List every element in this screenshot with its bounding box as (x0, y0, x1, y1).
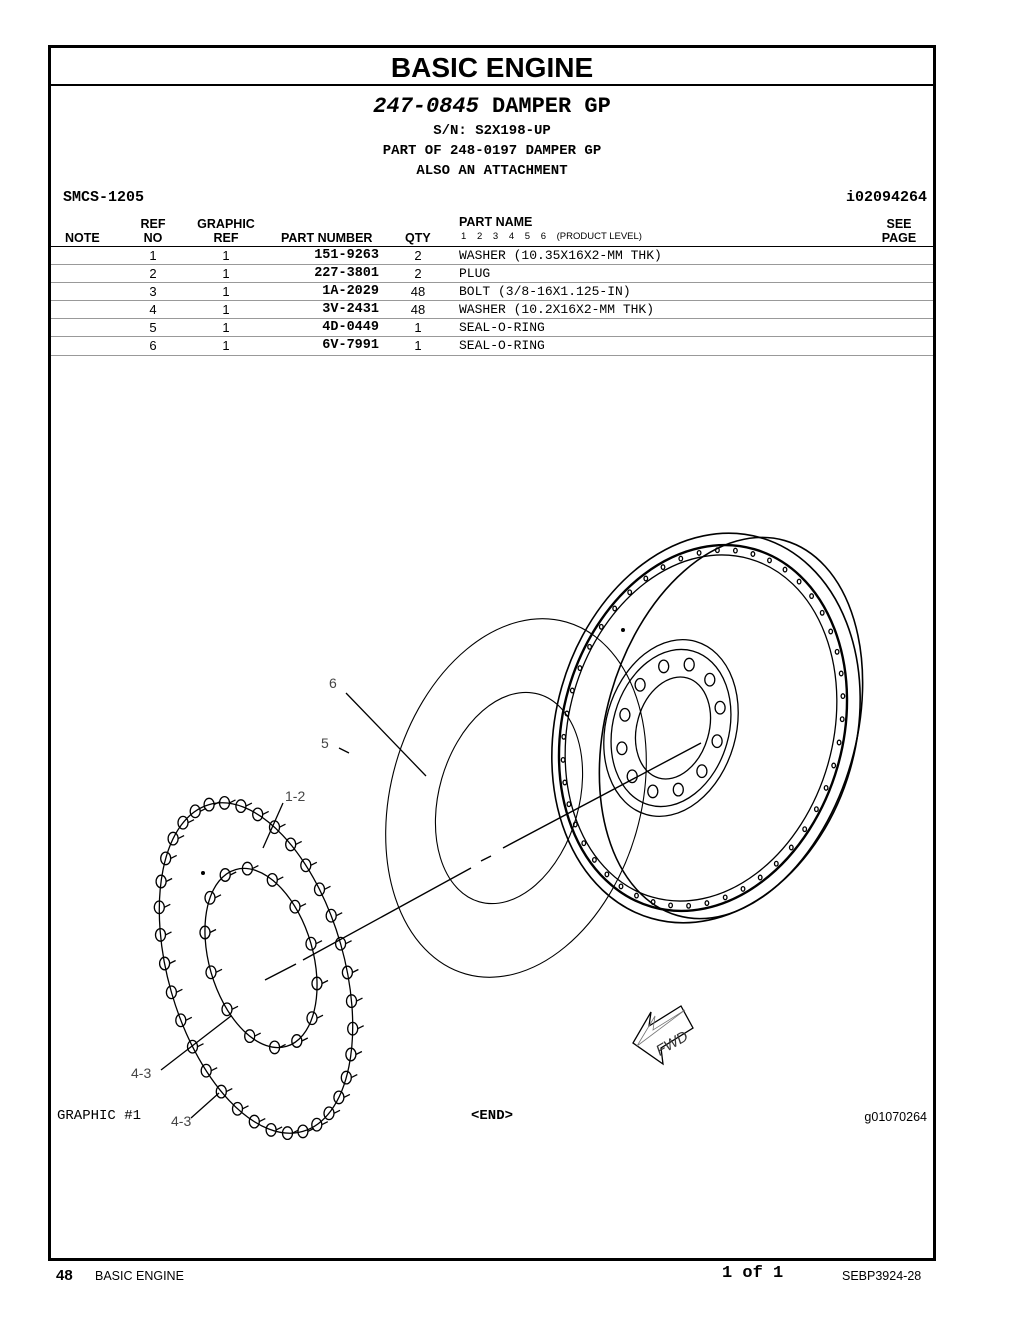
bolt-head-shank (280, 824, 286, 827)
part-number: 227-3801 (314, 266, 379, 281)
bolt-head-shank (358, 1026, 364, 1029)
bolt-head-shank (232, 1006, 238, 1009)
damper-hole (751, 552, 755, 557)
part-number: 6V-7991 (322, 338, 379, 353)
bolt-head-shank (263, 811, 269, 814)
table-row (51, 300, 933, 319)
ref-no: 2 (149, 266, 157, 281)
graphic-ref: 1 (222, 320, 230, 335)
bolt-head-shank (356, 1052, 362, 1055)
smcs-code: SMCS-1205 (63, 189, 145, 206)
header-see-bottom: PAGE (881, 231, 917, 245)
hub-hole (712, 735, 722, 748)
product-level-2: 2 (476, 231, 483, 242)
section-title: BASIC ENGINE (51, 48, 933, 86)
damper-hole (697, 551, 701, 556)
bolt-head-shank (322, 981, 328, 984)
part-name: SEAL-O-RING (459, 338, 545, 353)
part-name: WASHER (10.2X16X2-MM THK) (459, 302, 655, 317)
hub-hole (620, 709, 630, 722)
bolt-head-shank (317, 1015, 323, 1018)
damper-hole (679, 556, 683, 561)
damper-hole (593, 858, 597, 863)
bolt-head-shank (325, 886, 331, 889)
ref-no: 5 (149, 320, 157, 335)
damper-hole (797, 579, 801, 584)
quantity: 1 (414, 338, 422, 353)
damper-hole (582, 841, 586, 846)
center-axis-line (265, 743, 701, 980)
quantity: 2 (414, 248, 422, 263)
outer-bolt-circle (125, 780, 388, 1155)
damper-body (507, 496, 905, 959)
header-ref-top: REF (140, 217, 166, 231)
bolt-head-shank (302, 1038, 308, 1041)
damper-hole (841, 694, 845, 699)
ref-no: 3 (149, 284, 157, 299)
table-row (51, 246, 933, 265)
bolt-head-shank (336, 913, 342, 916)
leader-line (339, 748, 349, 753)
leader-line (346, 693, 426, 776)
callout-6: 6 (329, 675, 337, 691)
header-note: NOTE (65, 231, 100, 245)
header-see-top: SEE (886, 217, 912, 231)
inner-bolt-circle (186, 855, 337, 1061)
quantity: 48 (410, 302, 426, 317)
bolt-head-shank (211, 1068, 217, 1071)
callout-4-3-second: 4-3 (171, 1113, 192, 1129)
bolt-head-shank (344, 1094, 350, 1097)
table-row (51, 336, 933, 356)
graphic-ref: 1 (222, 338, 230, 353)
graphic-number: g01070264 (864, 1110, 927, 1124)
leader-line (161, 1016, 231, 1070)
bolt-head-shank (255, 1033, 261, 1036)
hub-hole (659, 660, 669, 673)
product-levels (461, 231, 650, 242)
hub-hole (684, 658, 694, 671)
damper-hole (803, 827, 807, 832)
bolt-head-shank (210, 930, 216, 933)
damper-hole (783, 567, 787, 572)
quantity: 1 (414, 320, 422, 335)
graphic-ref: 1 (222, 266, 230, 281)
damper-hole (815, 807, 819, 812)
callout-5: 5 (321, 735, 329, 751)
graphic-label: GRAPHIC #1 (57, 1108, 142, 1124)
product-level-label: (PRODUCT LEVEL) (556, 231, 642, 242)
bolt-head-shank (198, 1044, 204, 1047)
ref-no: 1 (149, 248, 157, 263)
damper-hole (734, 548, 738, 553)
damper-hole (829, 629, 833, 634)
damper-hole (837, 740, 841, 745)
part-number: 3V-2431 (322, 302, 379, 317)
leader-line (263, 803, 283, 848)
footer-section: BASIC ENGINE (95, 1269, 184, 1283)
group-title (51, 94, 933, 119)
hub-hole (715, 701, 725, 714)
ref-no: 6 (149, 338, 157, 353)
damper-hole (628, 590, 632, 595)
group-name: DAMPER GP (492, 94, 611, 119)
table-row (51, 282, 933, 301)
footer-page-number: 48 (56, 1267, 73, 1284)
damper-hole (687, 904, 691, 909)
damper-hole (588, 645, 592, 650)
bolt-head-shank (186, 1017, 192, 1020)
part-name: BOLT (3/8-16X1.125-IN) (459, 284, 631, 299)
damper-hole (578, 666, 582, 671)
damper-hole (669, 903, 673, 908)
damper-hole (835, 650, 839, 655)
damper-hole (820, 611, 824, 616)
marker-dot (621, 628, 625, 632)
bolt-head-shank (170, 961, 176, 964)
fwd-label: FWD (653, 1027, 692, 1060)
outer-bolts (154, 797, 363, 1140)
bolt-head-shank (176, 989, 182, 992)
header-ref-bottom: NO (143, 231, 163, 245)
damper-hole (661, 565, 665, 570)
bolt-head-shank (246, 803, 252, 806)
damper-hole (613, 606, 617, 611)
quantity: 2 (414, 266, 422, 281)
table-row (51, 264, 933, 283)
quantity: 48 (410, 284, 426, 299)
damper-hole (561, 758, 565, 763)
bolt-head-shank (215, 895, 221, 898)
damper-hole (562, 735, 566, 740)
damper-hole (723, 895, 727, 900)
end-marker: <END> (470, 1108, 513, 1124)
bolt-head-shank (178, 836, 184, 839)
product-level-4: 4 (508, 231, 515, 242)
hub-bolt-holes (617, 658, 725, 797)
part-number: 4D-0449 (322, 320, 379, 335)
damper-hole (824, 786, 828, 791)
damper-hole (600, 625, 604, 630)
hub-hole (673, 783, 683, 796)
ref-no: 4 (149, 302, 157, 317)
header-part-name: PART NAME (459, 215, 533, 229)
bolt-head-shank (276, 1127, 282, 1130)
damper-hole (775, 861, 779, 866)
footer-page-of: 1 of 1 (722, 1264, 784, 1283)
product-level-5: 5 (524, 231, 531, 242)
part-name: WASHER (10.35X16X2-MM THK) (459, 248, 662, 263)
bolt-head-shank (230, 872, 236, 875)
part-name: SEAL-O-RING (459, 320, 545, 335)
header-qty: QTY (405, 231, 431, 245)
bolt-head-shank (226, 1089, 232, 1092)
bolt-head-shank (316, 941, 322, 944)
damper-hole (705, 901, 709, 906)
bolt-head-shank (351, 1075, 357, 1078)
bolt-head-shank (296, 841, 302, 844)
bolt-head-shank (346, 941, 352, 944)
graphic-ref: 1 (222, 248, 230, 263)
serial-range: S/N: S2X198-UP (433, 123, 551, 139)
damper-hole (619, 884, 623, 889)
callout-4-3: 4-3 (131, 1065, 152, 1081)
bolt-head-shank (164, 904, 170, 907)
bolt-head-shank (230, 800, 236, 803)
bolt-head-shank (166, 879, 172, 882)
page-frame (48, 45, 936, 1261)
bolt-head-shank (252, 866, 258, 869)
damper-hole (644, 576, 648, 581)
illustration-id: i02094264 (845, 189, 927, 206)
damper-hole (758, 875, 762, 880)
hub-hole (617, 742, 627, 755)
part-of: PART OF 248-0197 DAMPER GP (382, 143, 602, 159)
damper-hole (839, 671, 843, 676)
attachment-note: ALSO AN ATTACHMENT (416, 163, 568, 179)
header-part-number: PART NUMBER (281, 231, 373, 245)
damper-hole (635, 893, 639, 898)
damper-hole (790, 845, 794, 850)
header-graphic-bottom: REF (213, 231, 239, 245)
damper-hole (768, 558, 772, 563)
hub-hole (635, 679, 645, 692)
header-graphic-top: GRAPHIC (197, 217, 255, 231)
product-level-1: 1 (461, 231, 467, 242)
product-level-6: 6 (540, 231, 546, 242)
bolt-head-shank (352, 970, 358, 973)
marker-dot (201, 871, 205, 875)
damper-hole (741, 887, 745, 892)
table-row (51, 318, 933, 337)
hub-hole (705, 673, 715, 686)
bolt-head-shank (311, 862, 317, 865)
damper-hole (840, 717, 844, 722)
part-number: 1A-2029 (322, 284, 379, 299)
group-part-number: 247-0845 (373, 94, 479, 119)
damper-hole (832, 763, 836, 768)
damper-hole (605, 872, 609, 877)
damper-hole (567, 802, 571, 807)
damper-hole (571, 688, 575, 693)
part-number: 151-9263 (314, 248, 379, 263)
bolt-head-shank (188, 820, 194, 823)
part-name: PLUG (459, 266, 491, 281)
bolt-head-shank (300, 904, 306, 907)
graphic-ref: 1 (222, 284, 230, 299)
graphic-ref: 1 (222, 302, 230, 317)
product-level-3: 3 (492, 231, 499, 242)
bolt-head-shank (357, 998, 363, 1001)
bolt-head-shank (216, 969, 222, 972)
bolt-head-shank (277, 877, 283, 880)
damper-hole (810, 594, 814, 599)
footer-document-number: SEBP3924-28 (842, 1269, 922, 1283)
bolt-head-shank (171, 855, 177, 858)
hub-hole (648, 785, 658, 798)
hub-hole (697, 765, 707, 778)
damper-hole (563, 780, 567, 785)
callout-1-2: 1-2 (285, 788, 306, 804)
bolt-head-shank (166, 932, 172, 935)
